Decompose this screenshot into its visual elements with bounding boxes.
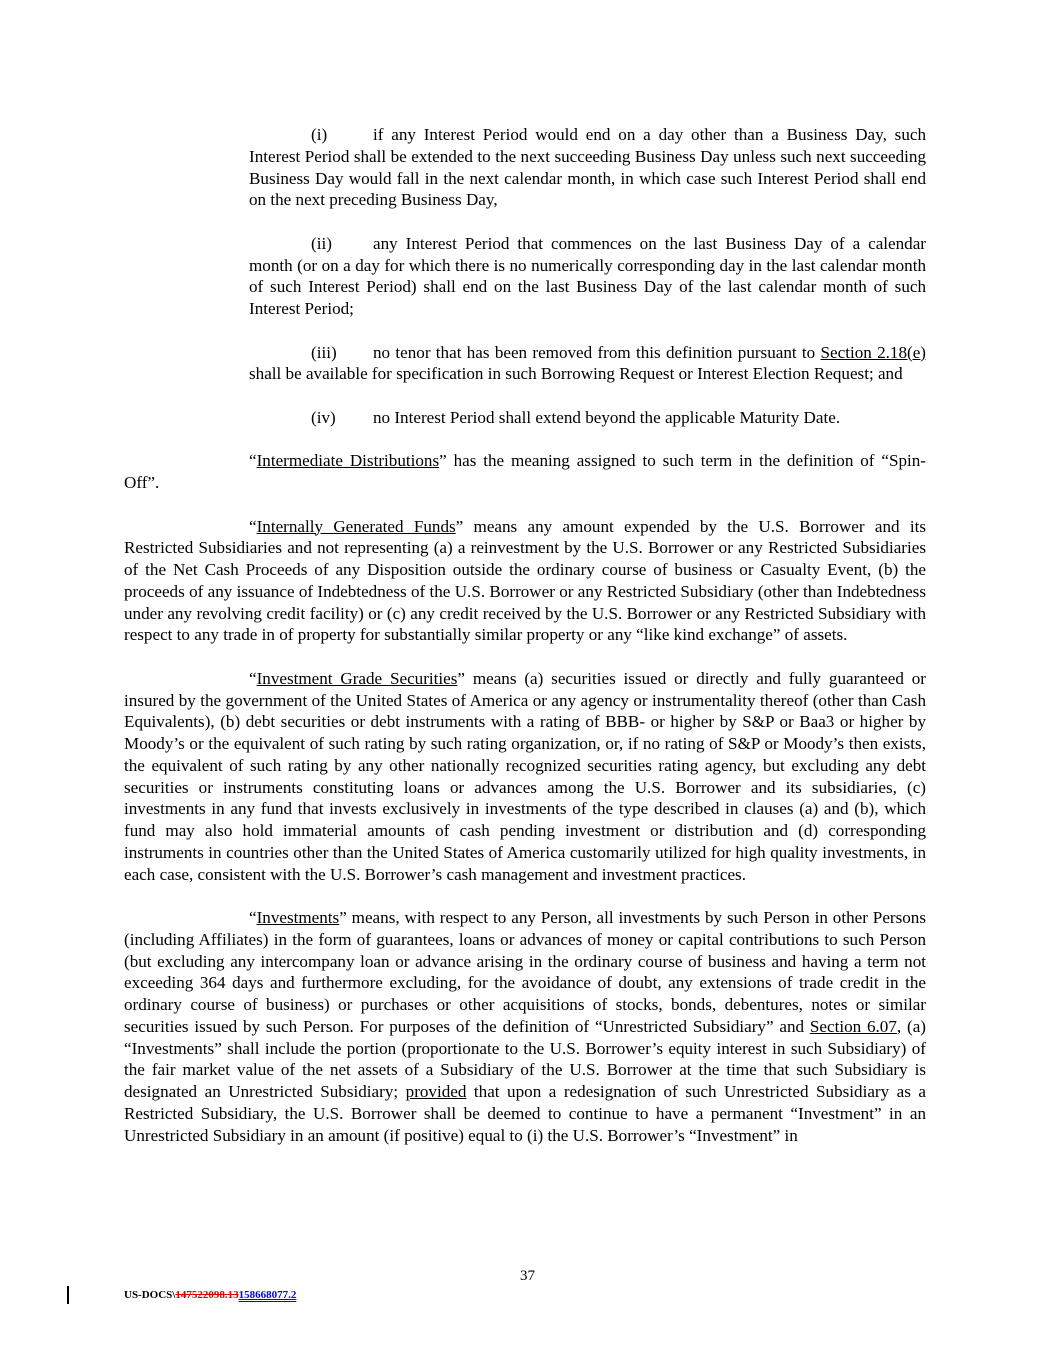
change-bar [67,1286,69,1304]
definition-text: , (a) “Investments” shall include the portion (proportionate to the U.S. Borrower’s equity interest in such Subsidiary) of the fair market value of the net assets of a Subsidiary of the U.S. Borrower at the time that such Subsidiary is designated an Unrestricted Subsidiary; [124,1016,926,1101]
defined-term: Intermediate Distributions [256,451,440,471]
definition-text: ” means, with respect to any Person, all investments by such Person in other Persons (including Affiliates) in the form of guarantees, loans or advances of money or capital contributions to such Person (but excluding any intercompany loan or advance arising in the ordinary course of business and having a term not exceeding 364 days and furthermore excluding, for the avoidance of doubt, any extensions of trade credit in the ordinary course of business) or purchases or other acquisitions of stocks, bonds, debentures, notes or similar securities issued by such Person. For purposes of the definition of “Unrestricted Subsidiary” and [124,908,926,1036]
defined-term: Investments [256,908,340,927]
definition-text: that upon a redesignation of such Unrestricted Subsidiary as a Restricted Subsidiary, the U.S. Borrower shall be deemed to continue to have a permanent “Investment” in an Unrestricted Subsidiary in an amount (if positive) equal to (i) the U.S. Borrower’s “Investment” in [124,1082,926,1145]
open-quote: “ [249,908,257,927]
clause-number: (i) [311,125,328,144]
inserted-doc-number: 158668077.2 [238,1289,297,1301]
clause-i [124,124,926,211]
definition-text: ” means (a) securities issued or directly and fully guaranteed or insured by the government of the United States of America or any agency or instrumentality thereof (other than Cash Equivalents), (b) debt securities or debt instruments with a rating of BBB- or higher by S&P or Baa3 or higher by Moody’s or the equivalent of such rating by such rating organization, or, if no rating of S&P or Moody’s then exists, the equivalent of such rating by any other nationally recognized securities rating agency, but excluding any debt securities or instruments constituting loans or advances among the U.S. Borrower and its subsidiaries, (c) investments in any fund that invests exclusively in investments of the type described in clauses (a) and (b), which fund may also hold immaterial amounts of cash pending investment or distribution and (d) corresponding instruments in countries other than the United States of America customarily utilized for high quality investments, in each case, consistent with the U.S. Borrower’s cash management and investment practices. [124,668,926,884]
clause-number: (iv) [311,407,336,427]
clause-iii [124,342,926,386]
definition-text: ” means any amount expended by the U.S. Borrower and its Restricted Subsidiaries and not representing (a) a reinvestment by the U.S. Borrower or any Restricted Subsidiaries of the Net Cash Proceeds of any Disposition outside the ordinary course of business or Casualty Event, (b) the proceeds of any issuance of Indebtedness of the U.S. Borrower or any Restricted Subsidiary (other than Indebtedness under any revolving credit facility) or (c) any credit received by the U.S. Borrower or any Restricted Subsidiary with respect to any trade in of property for substantially similar property or any “like kind exchange” of assets. [124,516,926,645]
open-quote: “ [249,516,257,536]
provided-term: provided [405,1082,467,1101]
open-quote: “ [249,668,257,688]
defined-term: Internally Generated Funds [256,516,456,536]
definition-text: ” has the meaning assigned to such term in the definition of “Spin-Off”. [124,451,926,492]
clause-iv [124,407,926,429]
clause-number: (ii) [311,233,332,253]
page-number: 37 [520,1268,535,1284]
open-quote: “ [249,451,257,471]
definition-investments [124,907,926,1146]
defined-term: Investment Grade Securities [256,668,458,688]
clause-text: no Interest Period shall extend beyond the applicable Maturity Date. [373,407,841,427]
document-id [124,1289,296,1301]
clause-text: shall be available for specification in such Borrowing Request or Interest Election Request; and [249,364,903,384]
section-link[interactable]: Section 6.07 [809,1016,897,1036]
definition-internally-generated-funds [124,516,926,647]
section-link[interactable]: Section 2.18(e) [820,342,926,362]
definition-investment-grade-securities [124,668,926,886]
clause-ii [124,233,926,320]
document-body [124,124,926,1146]
deleted-doc-number: 147522098.13 [175,1289,239,1301]
doc-prefix: US-DOCS\ [124,1289,176,1301]
definition-intermediate-distributions [124,450,926,494]
clause-text: any Interest Period that commences on the last Business Day of a calendar month (or on a day for which there is no numerically corresponding day in the last calendar month of such Interest Period) shall end on the last Business Day of the last calendar month of such Interest Period; [249,233,926,318]
clause-text: if any Interest Period would end on a day other than a Business Day, such Interest Period shall be extended to the next succeeding Business Day unless such next succeeding Business Day would fall in the next calendar month, in which case such Interest Period shall end on the next preceding Business Day, [249,125,926,210]
clause-number: (iii) [311,342,337,362]
clause-text: no tenor that has been removed from this definition pursuant to [373,342,821,362]
